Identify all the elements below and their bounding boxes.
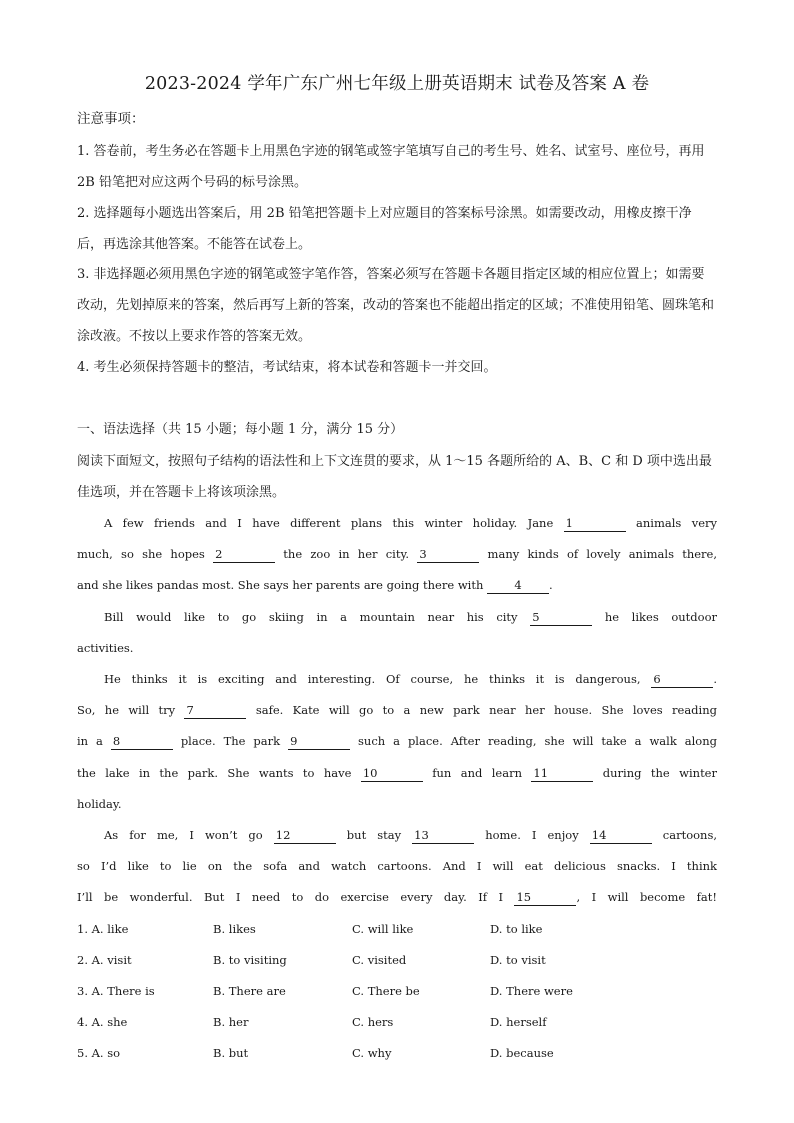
blank-10: 10 <box>361 766 423 782</box>
blank-8: 8 <box>111 734 173 750</box>
question-options <box>77 1038 717 1069</box>
page-title: 2023-2024 学年广东广州七年级上册英语期末 试卷及答案 A 卷 <box>144 74 650 94</box>
passage-line: So, he will try 7 safe. Kate will go to a new park near her house. She loves reading <box>77 703 717 717</box>
blank-15: 15 <box>514 890 576 906</box>
passage-line: so I’d like to lie on the sofa and watch cartoons. And I will eat delicious snacks. I think <box>77 859 717 873</box>
option-c: C. hers <box>352 1015 394 1029</box>
passage-line: much, so she hopes 2 the zoo in her city. 3 many kinds of lovely animals there, <box>77 547 717 561</box>
blank-11: 11 <box>531 766 593 782</box>
option-a: 1. A. like <box>77 922 129 936</box>
blank-14: 14 <box>590 828 652 844</box>
option-b: B. There are <box>213 984 286 998</box>
option-d: D. There were <box>490 984 573 998</box>
option-d: D. because <box>490 1046 554 1060</box>
option-d: D. to like <box>490 922 543 936</box>
passage-line: activities. <box>77 641 134 655</box>
option-a: 5. A. so <box>77 1046 121 1060</box>
option-c: C. There be <box>352 984 420 998</box>
option-c: C. why <box>352 1046 392 1060</box>
passage-line: and she likes pandas most. She says her parents are going there with 4 . <box>77 578 553 592</box>
notice-item-3: 3. 非选择题必须用黑色字迹的钢笔或签字笔作答，答案必须写在答题卡各题目指定区域的相应位置上；如需要改动，先划掉原来的答案，然后再写上新的答案，改动的答案也不能超出指定的区域；不准使用铅笔、圆珠笔和涂改液。不按以上要求作答的答案无效。 <box>77 267 715 344</box>
blank-2: 2 <box>213 547 275 563</box>
blank-13: 13 <box>412 828 474 844</box>
question-options <box>77 1007 717 1038</box>
blank-6: 6 <box>651 672 713 688</box>
option-b: B. likes <box>213 922 256 936</box>
blank-5: 5 <box>530 610 592 626</box>
passage-line: A few friends and I have different plans this winter holiday. Jane 1 animals very <box>104 516 717 530</box>
passage-line: holiday. <box>77 797 122 811</box>
question-options <box>77 914 717 945</box>
blank-9: 9 <box>288 734 350 750</box>
option-b: B. but <box>213 1046 249 1060</box>
option-b: B. to visiting <box>213 953 287 967</box>
option-a: 3. A. There is <box>77 984 155 998</box>
notice-item-1: 1. 答卷前，考生务必在答题卡上用黑色字迹的钢笔或签字笔填写自己的考生号、姓名、试室号、座位号，再用 2B 铅笔把对应这两个号码的标号涂黑。 <box>77 144 705 190</box>
blank-4: 4 <box>487 578 549 594</box>
option-b: B. her <box>213 1015 249 1029</box>
notice-heading: 注意事项： <box>77 111 145 127</box>
passage-line: I’ll be wonderful. But I need to do exercise every day. If I 15 , I will become fat! <box>77 890 717 904</box>
blank-1: 1 <box>564 516 626 532</box>
passage-line: in a 8 place. The park 9 such a place. After reading, she will take a walk along <box>77 734 717 748</box>
section-instruction: 阅读下面短文，按照句子结构的语法性和上下文连贯的要求，从 1～15 各题所给的 A、B、C 和 D 项中选出最佳选项，并在答题卡上将该项涂黑。 <box>77 454 712 500</box>
question-options <box>77 976 717 1007</box>
option-d: D. herself <box>490 1015 547 1029</box>
passage-line: the lake in the park. She wants to have 10 fun and learn 11 during the winter <box>77 766 717 780</box>
question-options <box>77 945 717 976</box>
section-title: 一、语法选择（共 15 小题；每小题 1 分，满分 15 分） <box>77 422 404 437</box>
option-d: D. to visit <box>490 953 546 967</box>
option-a: 2. A. visit <box>77 953 132 967</box>
option-a: 4. A. she <box>77 1015 128 1029</box>
passage-line: As for me, I won’t go 12 but stay 13 home. I enjoy 14 cartoons, <box>104 828 718 842</box>
notice-item-2: 2. 选择题每小题选出答案后，用 2B 铅笔把答题卡上对应题目的答案标号涂黑。如需要改动，用橡皮擦干净后，再选涂其他答案。不能答在试卷上。 <box>77 206 692 252</box>
option-c: C. visited <box>352 953 407 967</box>
blank-12: 12 <box>274 828 336 844</box>
option-c: C. will like <box>352 922 414 936</box>
passage-line: Bill would like to go skiing in a mountain near his city 5 he likes outdoor <box>104 610 718 624</box>
notice-item-4: 4. 考生必须保持答题卡的整洁，考试结束，将本试卷和答题卡一并交回。 <box>77 360 497 375</box>
blank-7: 7 <box>184 703 246 719</box>
passage-line: He thinks it is exciting and interesting. Of course, he thinks it is dangerous, 6 . <box>104 672 717 686</box>
blank-3: 3 <box>417 547 479 563</box>
